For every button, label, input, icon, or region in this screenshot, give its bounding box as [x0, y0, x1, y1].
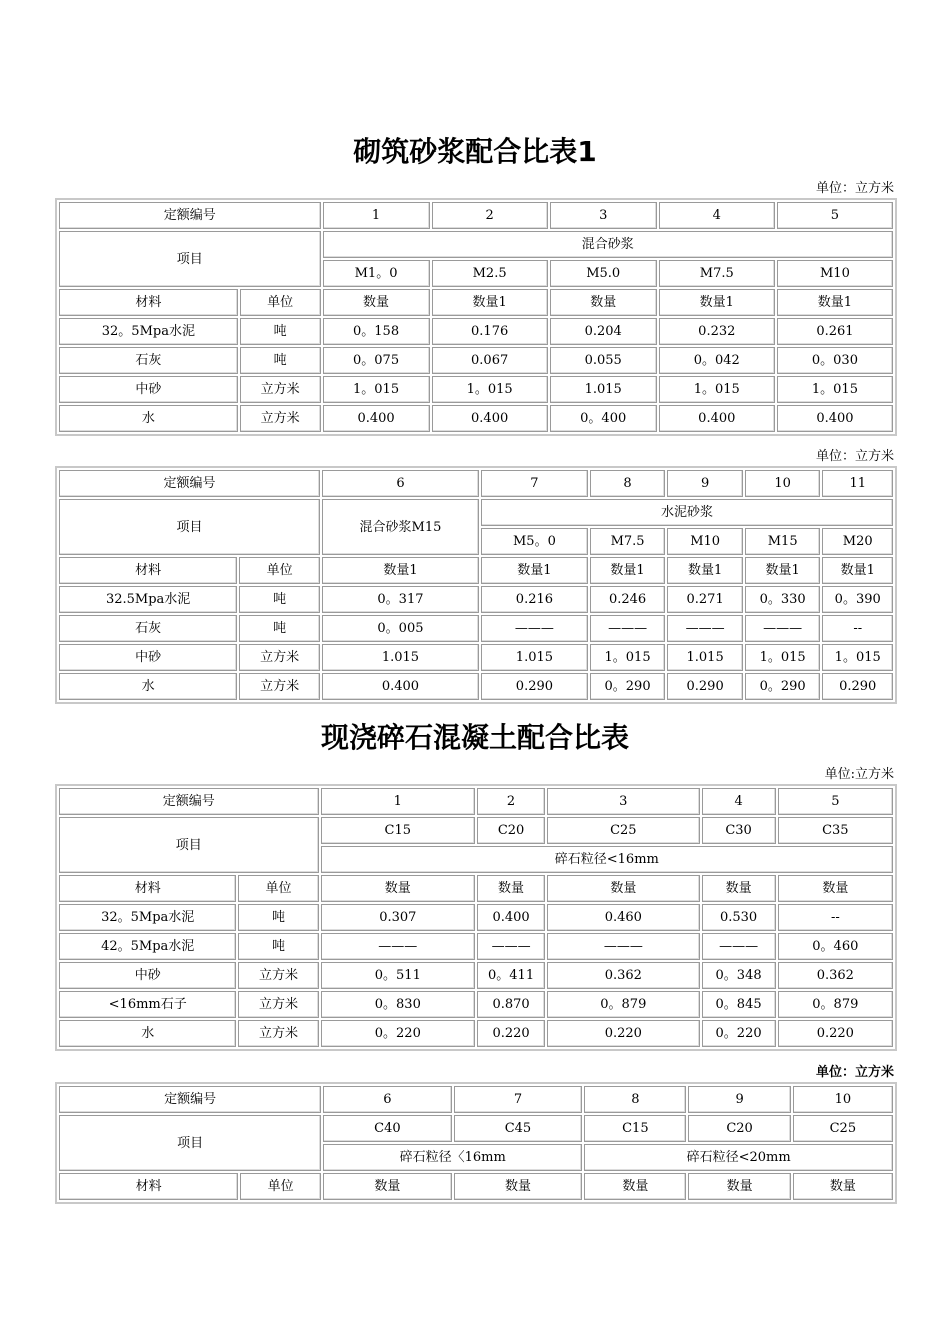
- grade-cell: M7.5: [659, 260, 775, 287]
- code-cell: 1: [321, 788, 475, 815]
- table-row: [59, 289, 893, 316]
- material-label: 材料: [59, 557, 237, 584]
- item-label: 项目: [59, 499, 320, 555]
- code-cell: 5: [778, 788, 893, 815]
- group-label: 混合砂浆: [323, 231, 893, 258]
- value-cell: 1。015: [777, 376, 893, 403]
- qty-label: 数量: [547, 875, 699, 902]
- code-label: 定额编号: [59, 202, 321, 229]
- value-cell: ———: [321, 933, 475, 960]
- unit-col-label: 单位: [239, 557, 320, 584]
- code-cell: 2: [432, 202, 548, 229]
- value-cell: 0。075: [323, 347, 430, 374]
- value-cell: 0.530: [702, 904, 776, 931]
- value-cell: 0。511: [321, 962, 475, 989]
- qty-label: 数量: [477, 875, 545, 902]
- material-name: 32。5Mpa水泥: [59, 318, 238, 345]
- qty-label: 数量1: [822, 557, 893, 584]
- grade-cell: C45: [454, 1115, 583, 1142]
- table-row: [59, 615, 893, 642]
- material-name: 水: [59, 1020, 236, 1047]
- material-name: 42。5Mpa水泥: [59, 933, 236, 960]
- value-cell: 0.400: [659, 405, 775, 432]
- material-label: 材料: [59, 289, 238, 316]
- table-row: [59, 470, 893, 497]
- table-row: [59, 1115, 893, 1142]
- qty-label: 数量1: [432, 289, 548, 316]
- qty-label: 数量1: [322, 557, 479, 584]
- table-row: [59, 904, 893, 931]
- grade-cell: C30: [702, 817, 776, 844]
- table-row: [59, 231, 893, 258]
- material-unit: 立方米: [239, 644, 320, 671]
- table-row: [59, 933, 893, 960]
- code-cell: 9: [667, 470, 743, 497]
- qty-label: 数量1: [659, 289, 775, 316]
- value-cell: 0。390: [822, 586, 893, 613]
- code-cell: 8: [590, 470, 666, 497]
- qty-label: 数量: [778, 875, 893, 902]
- code-cell: 2: [477, 788, 545, 815]
- material-name: 中砂: [59, 962, 236, 989]
- code-cell: 9: [688, 1086, 790, 1113]
- value-cell: 0。317: [322, 586, 479, 613]
- code-cell: 10: [793, 1086, 893, 1113]
- material-unit: 立方米: [240, 405, 321, 432]
- value-cell: 0。042: [659, 347, 775, 374]
- value-cell: 0.220: [778, 1020, 893, 1047]
- material-label: 材料: [59, 875, 236, 902]
- item-label: 项目: [59, 817, 319, 873]
- grade-cell: C15: [584, 1115, 686, 1142]
- code-label: 定额编号: [59, 788, 319, 815]
- value-cell: 0.307: [321, 904, 475, 931]
- value-cell: 0.176: [432, 318, 548, 345]
- value-cell: ———: [702, 933, 776, 960]
- aggregate-label: 碎石粒径〈16mm: [323, 1144, 582, 1171]
- mortar-table-2: [55, 466, 897, 704]
- value-cell: 0.400: [777, 405, 893, 432]
- table-row: [59, 376, 893, 403]
- grade-cell: C20: [477, 817, 545, 844]
- code-cell: 10: [745, 470, 821, 497]
- qty-label: 数量1: [481, 557, 588, 584]
- qty-label: 数量: [688, 1173, 790, 1200]
- grade-cell: C35: [778, 817, 893, 844]
- value-cell: 0。220: [321, 1020, 475, 1047]
- value-cell: 0。158: [323, 318, 430, 345]
- qty-label: 数量: [702, 875, 776, 902]
- qty-label: 数量: [323, 1173, 452, 1200]
- material-unit: 吨: [240, 347, 321, 374]
- value-cell: 0.460: [547, 904, 699, 931]
- value-cell: 1.015: [667, 644, 743, 671]
- grade-cell: C25: [793, 1115, 893, 1142]
- material-unit: 吨: [240, 318, 321, 345]
- grade-cell: C25: [547, 817, 699, 844]
- value-cell: 0.232: [659, 318, 775, 345]
- grade-cell: M10: [777, 260, 893, 287]
- code-cell: 1: [323, 202, 430, 229]
- material-unit: 立方米: [239, 673, 320, 700]
- value-cell: 0.870: [477, 991, 545, 1018]
- code-label: 定额编号: [59, 1086, 321, 1113]
- unit-col-label: 单位: [240, 289, 321, 316]
- value-cell: 0.220: [547, 1020, 699, 1047]
- qty-label: 数量: [323, 289, 430, 316]
- table-row: [59, 644, 893, 671]
- value-cell: 0.400: [477, 904, 545, 931]
- t1-unit-label: 单位：立方米: [815, 181, 894, 196]
- table-row: [59, 991, 893, 1018]
- value-cell: 0.246: [590, 586, 666, 613]
- grade-cell: M7.5: [590, 528, 666, 555]
- material-name: 32.5Mpa水泥: [59, 586, 237, 613]
- value-cell: 0.290: [481, 673, 588, 700]
- unit-col-label: 单位: [238, 875, 318, 902]
- grade-cell: M20: [822, 528, 893, 555]
- code-cell: 3: [550, 202, 657, 229]
- value-cell: 0.271: [667, 586, 743, 613]
- material-unit: 立方米: [238, 991, 318, 1018]
- value-cell: 0.362: [547, 962, 699, 989]
- code-cell: 6: [322, 470, 479, 497]
- t4-unit-label: 单位：立方米: [815, 1065, 894, 1080]
- table-row: [59, 202, 893, 229]
- qty-label: 数量1: [667, 557, 743, 584]
- value-cell: 0。030: [777, 347, 893, 374]
- table-row: [59, 347, 893, 374]
- value-cell: 0。290: [745, 673, 821, 700]
- grade-cell: M10: [667, 528, 743, 555]
- value-cell: 0。290: [590, 673, 666, 700]
- qty-label: 数量: [550, 289, 657, 316]
- material-unit: 立方米: [240, 376, 321, 403]
- mortar-table-1: [55, 198, 897, 436]
- qty-label: 数量: [793, 1173, 893, 1200]
- value-cell: 0。845: [702, 991, 776, 1018]
- table-row: [59, 788, 893, 815]
- material-label: 材料: [59, 1173, 238, 1200]
- value-cell: 1。015: [590, 644, 666, 671]
- material-unit: 吨: [238, 904, 318, 931]
- value-cell: 0.055: [550, 347, 657, 374]
- value-cell: 0。830: [321, 991, 475, 1018]
- table-row: [59, 673, 893, 700]
- table-row: [59, 1020, 893, 1047]
- value-cell: ———: [547, 933, 699, 960]
- code-cell: 11: [822, 470, 893, 497]
- value-cell: 0.220: [477, 1020, 545, 1047]
- value-cell: 0。005: [322, 615, 479, 642]
- value-cell: 0。348: [702, 962, 776, 989]
- code-cell: 6: [323, 1086, 452, 1113]
- concrete-table-title: 现浇碎石混凝土配合比表: [320, 721, 629, 754]
- code-cell: 7: [481, 470, 588, 497]
- table-row: [59, 405, 893, 432]
- grade-cell: M2.5: [432, 260, 548, 287]
- grade-cell: M15: [745, 528, 821, 555]
- code-label: 定额编号: [59, 470, 320, 497]
- value-cell: 0。411: [477, 962, 545, 989]
- qty-label: 数量: [584, 1173, 686, 1200]
- material-name: 水: [59, 673, 237, 700]
- value-cell: 0。400: [550, 405, 657, 432]
- value-cell: 1.015: [550, 376, 657, 403]
- value-cell: 1.015: [481, 644, 588, 671]
- value-cell: ———: [590, 615, 666, 642]
- value-cell: 0。330: [745, 586, 821, 613]
- value-cell: 0.216: [481, 586, 588, 613]
- value-cell: 1。015: [822, 644, 893, 671]
- value-cell: ———: [745, 615, 821, 642]
- material-unit: 吨: [239, 586, 320, 613]
- value-cell: ———: [477, 933, 545, 960]
- value-cell: --: [778, 904, 893, 931]
- table-row: [59, 318, 893, 345]
- grade-cell: M1。0: [323, 260, 430, 287]
- value-cell: 0.400: [432, 405, 548, 432]
- group-label: 水泥砂浆: [481, 499, 893, 526]
- table-row: [59, 499, 893, 526]
- value-cell: 0。879: [547, 991, 699, 1018]
- qty-label: 数量1: [777, 289, 893, 316]
- value-cell: 0。460: [778, 933, 893, 960]
- value-cell: 0.400: [323, 405, 430, 432]
- table-row: [59, 557, 893, 584]
- code-cell: 7: [454, 1086, 583, 1113]
- qty-label: 数量1: [590, 557, 666, 584]
- table-row: [59, 817, 893, 844]
- table-row: [59, 962, 893, 989]
- material-name: <16mm石子: [59, 991, 236, 1018]
- material-unit: 吨: [238, 933, 318, 960]
- table-row: [59, 875, 893, 902]
- grade-cell: M5。0: [481, 528, 588, 555]
- item-label: 项目: [59, 1115, 321, 1171]
- code-cell: 3: [547, 788, 699, 815]
- material-name: 石灰: [59, 615, 237, 642]
- t3-unit-label: 单位:立方米: [824, 767, 894, 782]
- unit-col-label: 单位: [240, 1173, 321, 1200]
- table-row: [59, 586, 893, 613]
- material-name: 中砂: [59, 644, 237, 671]
- value-cell: 1.015: [322, 644, 479, 671]
- table-row: [59, 1173, 893, 1200]
- qty-label: 数量: [321, 875, 475, 902]
- grade-cell: C20: [688, 1115, 790, 1142]
- material-unit: 立方米: [238, 962, 318, 989]
- concrete-table-1: [55, 784, 897, 1051]
- table-row: [59, 1086, 893, 1113]
- value-cell: 0.204: [550, 318, 657, 345]
- value-cell: 0.362: [778, 962, 893, 989]
- code-cell: 4: [702, 788, 776, 815]
- material-name: 32。5Mpa水泥: [59, 904, 236, 931]
- material-name: 石灰: [59, 347, 238, 374]
- mixed-mortar-label: 混合砂浆M15: [322, 499, 479, 555]
- value-cell: 1。015: [432, 376, 548, 403]
- code-cell: 5: [777, 202, 893, 229]
- value-cell: 1。015: [659, 376, 775, 403]
- value-cell: 1。015: [745, 644, 821, 671]
- value-cell: 0.290: [822, 673, 893, 700]
- value-cell: 0.261: [777, 318, 893, 345]
- grade-cell: C15: [321, 817, 475, 844]
- grade-cell: M5.0: [550, 260, 657, 287]
- code-cell: 4: [659, 202, 775, 229]
- grade-cell: C40: [323, 1115, 452, 1142]
- value-cell: 0。879: [778, 991, 893, 1018]
- code-cell: 8: [584, 1086, 686, 1113]
- value-cell: 0.067: [432, 347, 548, 374]
- mortar-table-title: 砌筑砂浆配合比表1: [353, 135, 597, 168]
- qty-label: 数量: [454, 1173, 583, 1200]
- concrete-table-2: [55, 1082, 897, 1204]
- value-cell: 0.290: [667, 673, 743, 700]
- t2-unit-label: 单位：立方米: [815, 449, 894, 464]
- value-cell: --: [822, 615, 893, 642]
- value-cell: 1。015: [323, 376, 430, 403]
- qty-label: 数量1: [745, 557, 821, 584]
- aggregate-label: 碎石粒径<16mm: [321, 846, 893, 873]
- material-name: 中砂: [59, 376, 238, 403]
- value-cell: 0.400: [322, 673, 479, 700]
- item-label: 项目: [59, 231, 321, 287]
- value-cell: ———: [667, 615, 743, 642]
- value-cell: 0。220: [702, 1020, 776, 1047]
- material-unit: 立方米: [238, 1020, 318, 1047]
- value-cell: ———: [481, 615, 588, 642]
- aggregate-label: 碎石粒径<20mm: [584, 1144, 893, 1171]
- material-unit: 吨: [239, 615, 320, 642]
- material-name: 水: [59, 405, 238, 432]
